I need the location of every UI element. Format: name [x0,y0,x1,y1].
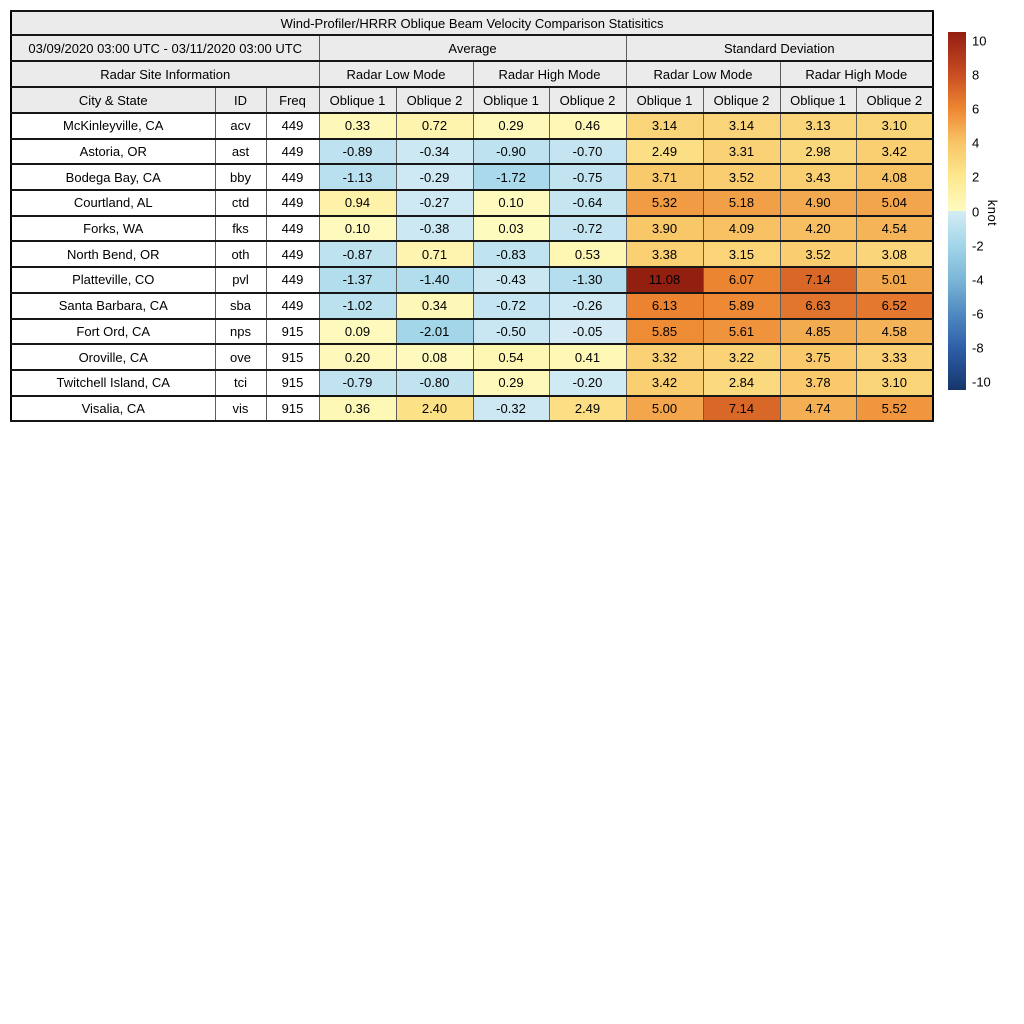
colorbar-tick-label: -6 [972,306,984,322]
value-cell: 6.13 [626,293,703,319]
id-cell: ove [215,344,266,370]
mode-header-avg-low: Radar Low Mode [319,61,473,87]
value-cell: 4.90 [780,190,856,216]
colorbar-tick-label: 2 [972,169,980,185]
value-cell: -0.20 [549,370,626,396]
group-header-std-deviation: Standard Deviation [626,35,933,61]
value-cell: 3.10 [856,370,933,396]
table-row [11,216,933,242]
value-cell: -0.29 [396,164,473,190]
id-cell: sba [215,293,266,319]
value-cell: 2.49 [626,139,703,165]
id-cell: oth [215,241,266,267]
col-header-freq: Freq [266,87,319,113]
value-cell: 6.52 [856,293,933,319]
id-cell: tci [215,370,266,396]
group-header-average: Average [319,35,626,61]
value-cell: 5.85 [626,319,703,345]
id-cell: nps [215,319,266,345]
value-cell: 4.74 [780,396,856,422]
value-cell: -0.26 [549,293,626,319]
table-row [11,319,933,345]
value-cell: -1.37 [319,267,396,293]
value-cell: -1.02 [319,293,396,319]
city-cell: Santa Barbara, CA [11,293,215,319]
id-cell: pvl [215,267,266,293]
value-cell: -0.64 [549,190,626,216]
value-cell: 0.94 [319,190,396,216]
value-cell: 5.00 [626,396,703,422]
table-row [11,396,933,422]
freq-cell: 915 [266,370,319,396]
value-cell: -0.34 [396,139,473,165]
stats-table [10,10,934,422]
value-cell: 0.72 [396,113,473,139]
value-cell: 5.61 [703,319,780,345]
value-cell: 5.52 [856,396,933,422]
value-cell: 4.08 [856,164,933,190]
table-row [11,370,933,396]
value-cell: 4.09 [703,216,780,242]
value-cell: -0.87 [319,241,396,267]
id-cell: ctd [215,190,266,216]
city-cell: Visalia, CA [11,396,215,422]
value-cell: 0.29 [473,113,549,139]
freq-cell: 449 [266,293,319,319]
value-cell: -0.75 [549,164,626,190]
group-header-row [11,35,933,61]
colorbar-tick-label: -4 [972,272,984,288]
freq-cell: 449 [266,113,319,139]
city-cell: McKinleyville, CA [11,113,215,139]
value-cell: -0.27 [396,190,473,216]
value-cell: 2.98 [780,139,856,165]
mode-header-avg-high: Radar High Mode [473,61,626,87]
city-cell: Platteville, CO [11,267,215,293]
value-cell: -0.70 [549,139,626,165]
value-cell: -0.72 [473,293,549,319]
table-body [11,113,933,421]
value-cell: 0.08 [396,344,473,370]
value-cell: 5.32 [626,190,703,216]
col-header-id: ID [215,87,266,113]
city-cell: Courtland, AL [11,190,215,216]
value-cell: -1.40 [396,267,473,293]
value-cell: 0.10 [473,190,549,216]
colorbar-tick-label: 10 [972,33,987,49]
value-cell: 3.38 [626,241,703,267]
value-cell: -0.38 [396,216,473,242]
colorbar-tick-label: 6 [972,101,980,117]
value-cell: 0.36 [319,396,396,422]
freq-cell: 449 [266,190,319,216]
table-row [11,267,933,293]
value-cell: 5.89 [703,293,780,319]
value-cell: 3.52 [703,164,780,190]
title-row [11,11,933,35]
value-cell: 3.08 [856,241,933,267]
value-cell: 0.20 [319,344,396,370]
value-cell: 3.31 [703,139,780,165]
value-cell: -1.72 [473,164,549,190]
value-cell: 0.33 [319,113,396,139]
city-cell: Bodega Bay, CA [11,164,215,190]
value-cell: -0.79 [319,370,396,396]
table-row [11,113,933,139]
city-cell: Twitchell Island, CA [11,370,215,396]
value-cell: -0.32 [473,396,549,422]
value-cell: 3.14 [703,113,780,139]
value-cell: -0.83 [473,241,549,267]
id-cell: acv [215,113,266,139]
value-cell: -0.05 [549,319,626,345]
value-cell: 0.29 [473,370,549,396]
value-cell: 3.22 [703,344,780,370]
value-cell: 4.20 [780,216,856,242]
col-header-oblique: Oblique 2 [549,87,626,113]
colorbar-tick-label: 8 [972,67,980,83]
value-cell: 0.53 [549,241,626,267]
col-header-oblique: Oblique 1 [626,87,703,113]
site-info-header: Radar Site Information [11,61,319,87]
colorbar-unit-label: knot [985,199,1000,227]
value-cell: 4.58 [856,319,933,345]
id-cell: vis [215,396,266,422]
value-cell: -0.89 [319,139,396,165]
col-header-oblique: Oblique 2 [703,87,780,113]
value-cell: 3.52 [780,241,856,267]
value-cell: 0.10 [319,216,396,242]
id-cell: fks [215,216,266,242]
value-cell: 0.34 [396,293,473,319]
col-header-city: City & State [11,87,215,113]
colorbar-tick-label: -10 [972,374,991,390]
freq-cell: 449 [266,267,319,293]
table-title: Wind-Profiler/HRRR Oblique Beam Velocity Comparison Statisitics [11,11,933,35]
value-cell: -0.43 [473,267,549,293]
value-cell: -1.30 [549,267,626,293]
colorbar-tick-label: -2 [972,238,984,254]
id-cell: ast [215,139,266,165]
value-cell: 11.08 [626,267,703,293]
value-cell: 2.49 [549,396,626,422]
value-cell: 6.07 [703,267,780,293]
value-cell: 3.42 [626,370,703,396]
table-row [11,164,933,190]
value-cell: 0.03 [473,216,549,242]
col-header-oblique: Oblique 2 [856,87,933,113]
col-header-oblique: Oblique 1 [319,87,396,113]
mode-header-std-high: Radar High Mode [780,61,933,87]
value-cell: 3.13 [780,113,856,139]
value-cell: 3.14 [626,113,703,139]
value-cell: 0.41 [549,344,626,370]
value-cell: 3.42 [856,139,933,165]
value-cell: 5.01 [856,267,933,293]
colorbar-tick-label: 0 [972,204,980,219]
city-cell: Fort Ord, CA [11,319,215,345]
colorbar-tick-label: 4 [972,135,980,151]
table-row [11,241,933,267]
value-cell: 3.71 [626,164,703,190]
value-cell: 0.71 [396,241,473,267]
value-cell: 4.54 [856,216,933,242]
value-cell: 3.33 [856,344,933,370]
value-cell: 3.15 [703,241,780,267]
value-cell: 3.43 [780,164,856,190]
city-cell: Oroville, CA [11,344,215,370]
table-row [11,293,933,319]
value-cell: -0.80 [396,370,473,396]
column-header-row [11,87,933,113]
value-cell: 7.14 [703,396,780,422]
value-cell: 2.40 [396,396,473,422]
freq-cell: 915 [266,344,319,370]
value-cell: 0.46 [549,113,626,139]
freq-cell: 449 [266,164,319,190]
date-range: 03/09/2020 03:00 UTC - 03/11/2020 03:00 UTC [11,35,319,61]
value-cell: 3.75 [780,344,856,370]
id-cell: bby [215,164,266,190]
value-cell: 0.54 [473,344,549,370]
colorbar-tick-label: -8 [972,340,984,356]
col-header-oblique: Oblique 1 [473,87,549,113]
value-cell: 5.18 [703,190,780,216]
value-cell: 3.78 [780,370,856,396]
value-cell: 6.63 [780,293,856,319]
value-cell: 2.84 [703,370,780,396]
value-cell: 3.10 [856,113,933,139]
value-cell: 3.90 [626,216,703,242]
mode-header-row [11,61,933,87]
col-header-oblique: Oblique 2 [396,87,473,113]
table-row [11,344,933,370]
value-cell: 3.32 [626,344,703,370]
city-cell: Astoria, OR [11,139,215,165]
freq-cell: 449 [266,139,319,165]
city-cell: North Bend, OR [11,241,215,267]
value-cell: 7.14 [780,267,856,293]
mode-header-std-low: Radar Low Mode [626,61,780,87]
freq-cell: 915 [266,396,319,422]
value-cell: -1.13 [319,164,396,190]
table-row [11,190,933,216]
value-cell: -2.01 [396,319,473,345]
freq-cell: 449 [266,241,319,267]
colorbar [948,32,966,390]
freq-cell: 915 [266,319,319,345]
freq-cell: 449 [266,216,319,242]
city-cell: Forks, WA [11,216,215,242]
value-cell: 4.85 [780,319,856,345]
value-cell: 5.04 [856,190,933,216]
value-cell: -0.90 [473,139,549,165]
col-header-oblique: Oblique 1 [780,87,856,113]
value-cell: -0.50 [473,319,549,345]
table-row [11,139,933,165]
value-cell: -0.72 [549,216,626,242]
value-cell: 0.09 [319,319,396,345]
